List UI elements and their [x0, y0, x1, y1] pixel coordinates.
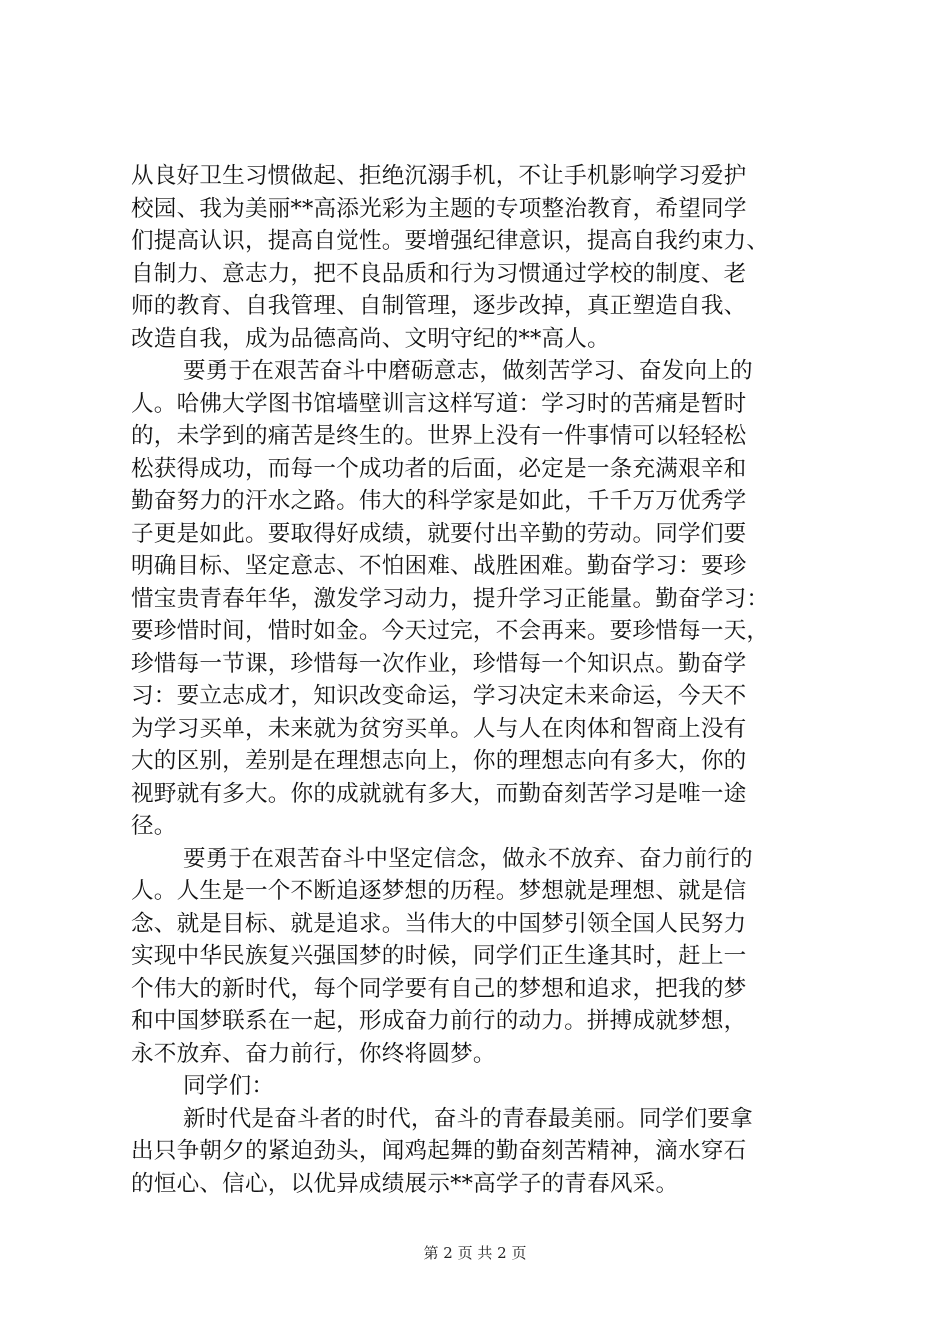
text-line: 永不放弃、奋力前行，你终将圆梦。 [131, 1040, 496, 1067]
text-line: 视野就有多大。你的成就就有多大，而勤奋刻苦学习是唯一途 [131, 780, 747, 807]
text-line: 松获得成功，而每一个成功者的后面，必定是一条充满艰辛和 [131, 455, 747, 482]
text-line: 径。 [131, 813, 177, 839]
text-line: 为学习买单，未来就为贫穷买单。人与人在肉体和智商上没有 [131, 715, 747, 742]
text-line: 实现中华民族复兴强国梦的时候，同学们正生逢其时，赶上一 [131, 943, 747, 969]
text-line: 校园、我为美丽**高添光彩为主题的专项整治教育，希望同学 [131, 195, 747, 222]
text-line: 师的教育、自我管理、自制管理，逐步改掉，真正塑造自我、 [131, 293, 747, 319]
text-line: 的，未学到的痛苦是终生的。世界上没有一件事情可以轻轻松 [131, 423, 747, 449]
text-line: 新时代是奋斗者的时代，奋斗的青春最美丽。同学们要拿 [183, 1105, 753, 1132]
text-line: 习：要立志成才，知识改变命运，学习决定未来命运，今天不 [131, 683, 747, 709]
text-line: 自制力、意志力，把不良品质和行为习惯通过学校的制度、老 [131, 260, 747, 287]
text-line: 人。人生是一个不断追逐梦想的历程。梦想就是理想、就是信 [131, 878, 747, 904]
text-line: 子更是如此。要取得好成绩，就要付出辛勤的劳动。同学们要 [131, 520, 747, 547]
text-line: 念、就是目标、就是追求。当伟大的中国梦引领全国人民努力 [131, 910, 747, 937]
document-body [131, 160, 831, 1200]
text-line: 和中国梦联系在一起，形成奋力前行的动力。拼搏成就梦想， [131, 1008, 747, 1034]
text-line: 个伟大的新时代，每个同学要有自己的梦想和追求，把我的梦 [131, 975, 747, 1002]
text-line: 勤奋努力的汗水之路。伟大的科学家是如此，千千万万优秀学 [131, 488, 747, 514]
text-line: 从良好卫生习惯做起、拒绝沉溺手机，不让手机影响学习爱护 [131, 163, 747, 189]
text-line: 们提高认识，提高自觉性。要增强纪律意识，提高自我约束力、 [131, 228, 770, 254]
text-line: 改造自我，成为品德高尚、文明守纪的**高人。 [131, 325, 610, 352]
text-line: 的恒心、信心，以优异成绩展示**高学子的青春风采。 [131, 1170, 679, 1197]
text-line: 珍惜每一节课，珍惜每一次作业，珍惜每一个知识点。勤奋学 [131, 650, 747, 677]
page-footer: 第 2 页 共 2 页 [423, 1244, 527, 1262]
text-line: 人。哈佛大学图书馆墙壁训言这样写道：学习时的苦痛是暂时 [131, 390, 747, 417]
text-line: 大的区别，差别是在理想志向上，你的理想志向有多大，你的 [131, 748, 747, 774]
text-line: 出只争朝夕的紧迫劲头，闻鸡起舞的勤奋刻苦精神，滴水穿石 [131, 1138, 747, 1164]
text-line: 要珍惜时间，惜时如金。今天过完，不会再来。要珍惜每一天， [131, 618, 770, 644]
text-line: 同学们： [183, 1073, 275, 1099]
text-line: 惜宝贵青春年华，激发学习动力，提升学习正能量。勤奋学习： [131, 585, 770, 612]
text-line: 要勇于在艰苦奋斗中坚定信念，做永不放弃、奋力前行的 [183, 845, 753, 872]
text-line: 要勇于在艰苦奋斗中磨砺意志，做刻苦学习、奋发向上的 [183, 358, 753, 384]
text-line: 明确目标、坚定意志、不怕困难、战胜困难。勤奋学习：要珍 [131, 553, 747, 579]
